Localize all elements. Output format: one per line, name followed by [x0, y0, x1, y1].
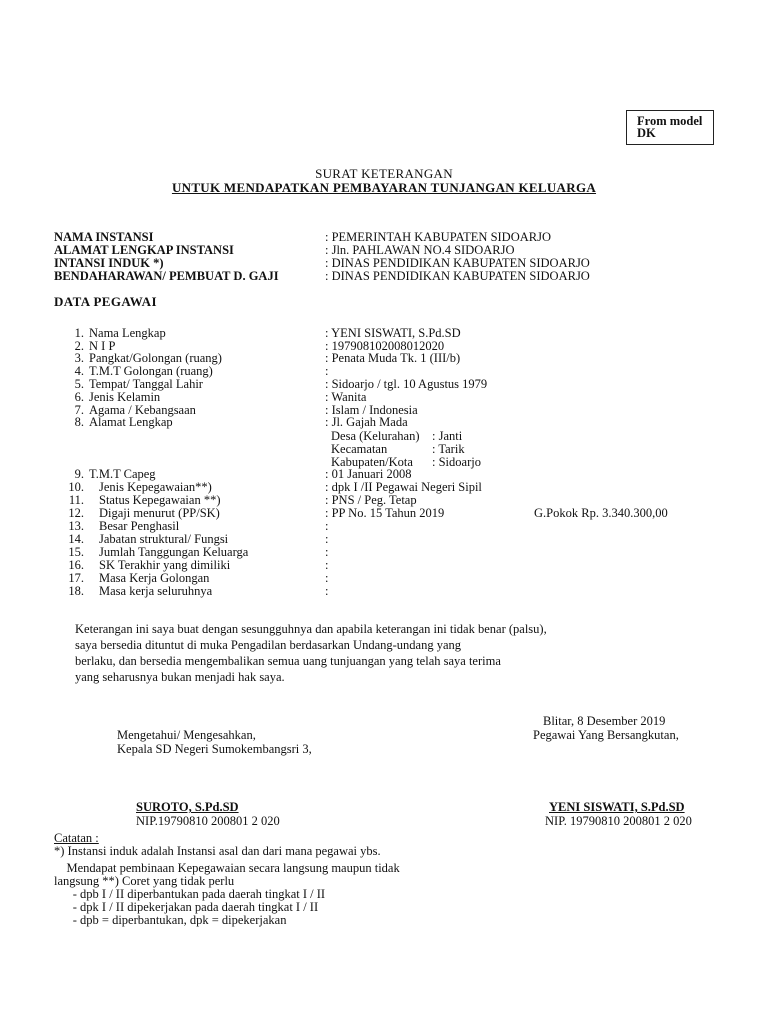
- data-item-value: :: [325, 584, 329, 598]
- data-item-value: :: [325, 545, 329, 559]
- note-line: - dpk I / II dipekerjakan pada daerah tingkat I / II: [54, 900, 319, 914]
- data-item-number: 1.: [74, 326, 84, 340]
- data-item-value: : Wanita: [325, 390, 367, 404]
- right-sign-line1: Pegawai Yang Bersangkutan,: [533, 728, 679, 742]
- data-item-label: Jabatan struktural/ Fungsi: [99, 532, 229, 546]
- header-field-label: NAMA INSTANSI: [54, 230, 154, 244]
- data-item-value: : PNS / Peg. Tetap: [325, 493, 417, 507]
- data-item-label: Agama / Kebangsaan: [89, 403, 196, 417]
- right-signer-nip: NIP. 19790810 200801 2 020: [545, 814, 692, 828]
- data-item-label: T.M.T Golongan (ruang): [89, 364, 213, 378]
- address-label: Kabupaten/Kota: [331, 455, 413, 469]
- document-subtitle: UNTUK MENDAPATKAN PEMBAYARAN TUNJANGAN KELUARGA: [171, 180, 597, 195]
- data-item-value: :: [325, 519, 329, 533]
- data-item-label: Digaji menurut (PP/SK): [99, 506, 220, 520]
- note-line: langsung **) Coret yang tidak perlu: [54, 874, 235, 888]
- header-field-label: BENDAHARAWAN/ PEMBUAT D. GAJI: [54, 269, 279, 283]
- statement-line: saya bersedia dituntut di muka Pengadilan berdasarkan Undang-undang yang: [75, 638, 461, 652]
- data-item: [0, 416, 768, 429]
- note-line: - dpb = diperbantukan, dpk = dipekerjakan: [54, 913, 287, 927]
- data-item-number: 8.: [74, 415, 84, 429]
- left-sign-line2: Kepala SD Negeri Sumokembangsri 3,: [117, 742, 312, 756]
- address-value: : Sidoarjo: [432, 455, 481, 469]
- data-item-value: : 01 Januari 2008: [325, 467, 412, 481]
- model-box-line2: DK: [637, 126, 656, 140]
- data-item-number: 14.: [68, 532, 84, 546]
- statement-line: Keterangan ini saya buat dengan sesungguhnya dan apabila keterangan ini tidak benar (palsu),: [75, 622, 547, 636]
- data-item-label: SK Terakhir yang dimiliki: [99, 558, 231, 572]
- note-line: Mendapat pembinaan Kepegawaian secara langsung maupun tidak: [54, 861, 400, 875]
- data-item-label: Masa kerja seluruhnya: [99, 584, 213, 598]
- data-item-number: 6.: [74, 390, 84, 404]
- data-item-number: 4.: [74, 364, 84, 378]
- left-sign-line1: Mengetahui/ Mengesahkan,: [117, 728, 256, 742]
- data-item-value: : dpk I /II Pegawai Negeri Sipil: [325, 480, 482, 494]
- data-item-number: 7.: [74, 403, 84, 417]
- address-label: Kecamatan: [331, 442, 388, 456]
- data-item-number: 10.: [68, 480, 84, 494]
- statement-paragraph: [75, 621, 547, 685]
- left-signer-name: SUROTO, S.Pd.SD: [136, 800, 239, 814]
- data-item-number: 9.: [74, 467, 84, 481]
- notes: [54, 832, 400, 927]
- data-item-number: 16.: [68, 558, 84, 572]
- header-field-label: INTANSI INDUK *): [54, 256, 164, 270]
- data-item-value: : Islam / Indonesia: [325, 403, 418, 417]
- address-label: Desa (Kelurahan): [331, 429, 420, 443]
- data-item-label: Pangkat/Golongan (ruang): [89, 351, 222, 365]
- data-item-value: : 197908102008012020: [325, 339, 445, 353]
- left-signer-nip: NIP.19790810 200801 2 020: [136, 814, 280, 828]
- data-item-value: : Penata Muda Tk. 1 (III/b): [325, 351, 461, 365]
- note-line: - dpb I / II diperbantukan pada daerah tingkat I / II: [54, 887, 326, 901]
- notes-heading: Catatan :: [54, 831, 99, 845]
- data-item-number: 3.: [74, 351, 84, 365]
- data-item-label: Masa Kerja Golongan: [99, 571, 210, 585]
- data-item-value: :: [325, 571, 329, 585]
- data-item-label: Jenis Kepegawaian**): [99, 480, 212, 494]
- right-signer-name: YENI SISWATI, S.Pd.SD: [549, 800, 685, 814]
- data-item-label: Nama Lengkap: [89, 326, 166, 340]
- data-item-label: T.M.T Capeg: [89, 467, 156, 481]
- statement-line: berlaku, dan bersedia mengembalikan semua uang tunjuangan yang telah saya terima: [75, 654, 501, 668]
- statement-line: yang seharusnya bukan menjadi hak saya.: [75, 670, 285, 684]
- header-field-value: : PEMERINTAH KABUPATEN SIDOARJO: [325, 230, 551, 244]
- note-line: *) Instansi induk adalah Instansi asal dan dari mana pegawai ybs.: [54, 844, 381, 858]
- place-date: Blitar, 8 Desember 2019: [543, 714, 666, 728]
- header-field: [0, 270, 768, 283]
- data-item-label: Alamat Lengkap: [89, 415, 173, 429]
- data-item-label: N I P: [89, 339, 116, 353]
- section-title: DATA PEGAWAI: [54, 294, 157, 309]
- data-item-label: Jumlah Tanggungan Keluarga: [99, 545, 249, 559]
- data-item-number: 5.: [74, 377, 84, 391]
- data-item-number: 2.: [74, 339, 84, 353]
- model-box: [626, 110, 714, 145]
- data-item-value: : YENI SISWATI, S.Pd.SD: [325, 326, 461, 340]
- header-field-label: ALAMAT LENGKAP INSTANSI: [54, 243, 234, 257]
- gaji-pokok: G.Pokok Rp. 3.340.300,00: [534, 506, 668, 520]
- data-item-number: 17.: [68, 571, 84, 585]
- data-item-value: :: [325, 532, 329, 546]
- data-item-label: Jenis Kelamin: [89, 390, 161, 404]
- data-item-label: Status Kepegawaian **): [99, 493, 221, 507]
- data-item-label: Tempat/ Tanggal Lahir: [89, 377, 203, 391]
- model-box-line1: From model: [637, 114, 703, 128]
- data-item: [0, 585, 768, 598]
- document-title: SURAT KETERANGAN: [315, 166, 453, 181]
- data-item-value: : Jl. Gajah Mada: [325, 415, 408, 429]
- data-item-value: :: [325, 558, 329, 572]
- data-item-number: 13.: [68, 519, 84, 533]
- data-item-value: : Sidoarjo / tgl. 10 Agustus 1979: [325, 377, 488, 391]
- data-item-label: Besar Penghasil: [99, 519, 180, 533]
- data-item-number: 11.: [68, 493, 84, 507]
- data-item-value: :: [325, 364, 329, 378]
- header-field-value: : Jln. PAHLAWAN NO.4 SIDOARJO: [325, 243, 515, 257]
- address-value: : Tarik: [432, 442, 465, 456]
- data-item-value: : PP No. 15 Tahun 2019: [325, 506, 445, 520]
- address-value: : Janti: [432, 429, 463, 443]
- header-field-value: : DINAS PENDIDIKAN KABUPATEN SIDOARJO: [325, 256, 590, 270]
- data-item-number: 18.: [68, 584, 84, 598]
- header-field-value: : DINAS PENDIDIKAN KABUPATEN SIDOARJO: [325, 269, 590, 283]
- data-item-number: 15.: [68, 545, 84, 559]
- data-item-number: 12.: [68, 506, 84, 520]
